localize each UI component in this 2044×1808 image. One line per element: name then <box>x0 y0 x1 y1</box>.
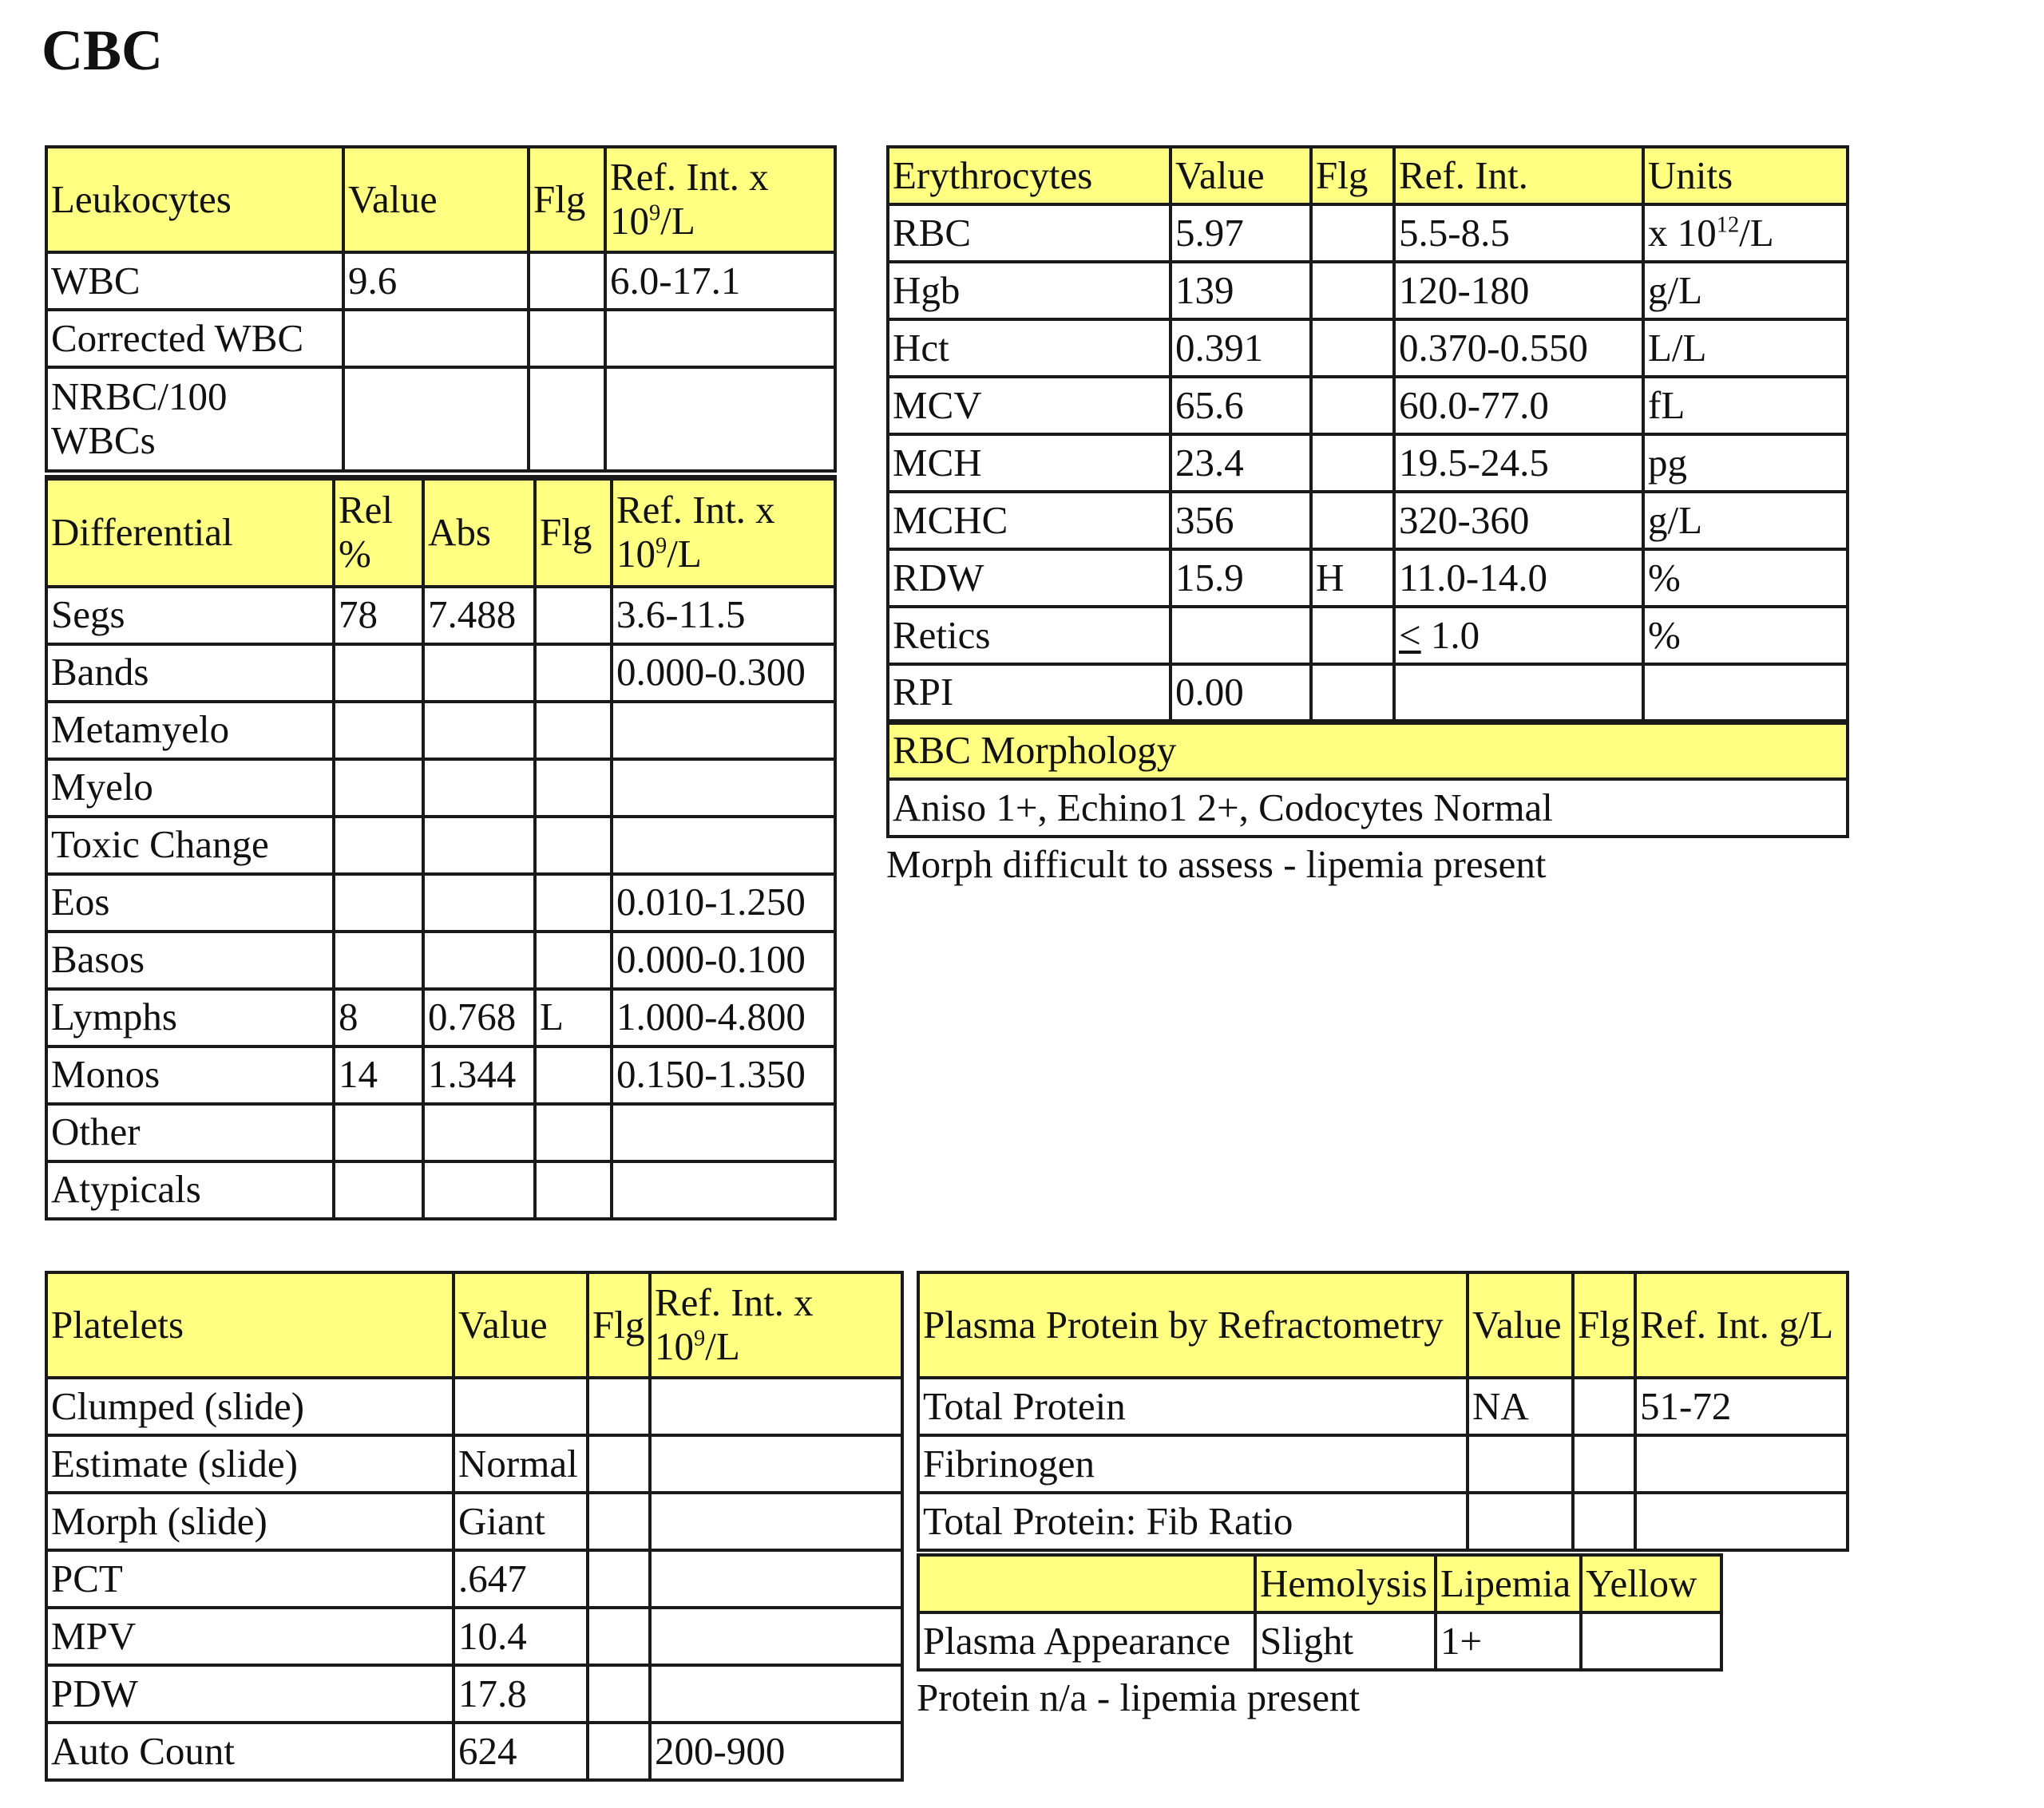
test-value: 15.9 <box>1171 549 1311 607</box>
test-rel-percent: 8 <box>334 989 423 1046</box>
test-ref-interval <box>612 817 835 874</box>
test-value: .647 <box>454 1550 588 1608</box>
table-row <box>46 1161 835 1219</box>
table-row <box>918 1378 1848 1435</box>
test-flag <box>588 1493 650 1550</box>
units-value: fL <box>1648 382 1686 427</box>
test-value: 65.6 <box>1171 377 1311 434</box>
test-ref-interval: 0.010-1.250 <box>612 874 835 932</box>
test-name: Hgb <box>888 262 1171 319</box>
test-rel-percent <box>334 1161 423 1219</box>
test-flag <box>529 310 605 367</box>
test-value <box>343 310 529 367</box>
test-flag <box>535 759 612 817</box>
test-ref-interval <box>1394 434 1643 492</box>
test-ref-interval: 51-72 <box>1635 1378 1848 1435</box>
test-name: Clumped (slide) <box>46 1378 454 1435</box>
units-exponent: 12 <box>1716 212 1740 237</box>
erythrocytes-header: Erythrocytes <box>888 147 1171 204</box>
test-units <box>1643 492 1848 549</box>
table-row <box>888 319 1848 377</box>
rbc-morphology-value: Aniso 1+, Echino1 2+, Codocytes Normal <box>888 779 1848 837</box>
ref-value: 1.0 <box>1420 612 1480 657</box>
test-name: PCT <box>46 1550 454 1608</box>
table-row <box>46 1608 902 1665</box>
test-ref-interval <box>650 1665 902 1723</box>
platelets-header: Platelets <box>46 1272 454 1378</box>
test-rel-percent <box>334 702 423 759</box>
test-flag <box>535 644 612 702</box>
table-row <box>46 644 835 702</box>
test-flag <box>1573 1378 1635 1435</box>
yellow-value <box>1581 1612 1721 1670</box>
flag-header: Flg <box>1311 147 1394 204</box>
test-ref-interval <box>650 1608 902 1665</box>
table-row <box>888 549 1848 607</box>
ref-value: 11.0-14.0 <box>1399 555 1547 599</box>
test-name: Myelo <box>46 759 334 817</box>
test-abs <box>423 932 535 989</box>
test-flag <box>588 1723 650 1780</box>
test-value: 17.8 <box>454 1665 588 1723</box>
test-rel-percent: 14 <box>334 1046 423 1104</box>
test-ref-interval <box>650 1435 902 1493</box>
erythrocytes-table <box>886 145 1849 838</box>
test-units <box>1643 262 1848 319</box>
test-value: 0.391 <box>1171 319 1311 377</box>
test-name: Lymphs <box>46 989 334 1046</box>
table-row <box>46 1665 902 1723</box>
test-ref-interval <box>612 1104 835 1161</box>
test-value: NA <box>1468 1378 1573 1435</box>
ref-value: 320-360 <box>1399 497 1530 542</box>
platelets-table <box>45 1271 904 1782</box>
test-ref-interval: 0.000-0.100 <box>612 932 835 989</box>
test-name: MCH <box>888 434 1171 492</box>
flag-header: Flg <box>535 478 612 587</box>
less-equal-symbol: < <box>1399 612 1421 657</box>
test-units <box>1643 664 1848 722</box>
flag-header: Flg <box>588 1272 650 1378</box>
test-value <box>1468 1435 1573 1493</box>
test-name: Eos <box>46 874 334 932</box>
test-abs <box>423 1161 535 1219</box>
leukocytes-table <box>45 145 837 473</box>
test-name: NRBC/100 WBCs <box>46 367 343 471</box>
units-value: % <box>1648 612 1681 657</box>
test-name: PDW <box>46 1665 454 1723</box>
table-row <box>888 434 1848 492</box>
test-value <box>1468 1493 1573 1550</box>
test-flag <box>1311 607 1394 664</box>
test-ref-interval: 1.000-4.800 <box>612 989 835 1046</box>
differential-header: Differential <box>46 478 334 587</box>
test-flag <box>1311 319 1394 377</box>
ref-interval-header: Ref. Int. <box>1394 147 1643 204</box>
test-name: Other <box>46 1104 334 1161</box>
test-value: 10.4 <box>454 1608 588 1665</box>
units-value: % <box>1648 555 1681 599</box>
lipemia-value: 1+ <box>1436 1612 1581 1670</box>
test-flag <box>588 1378 650 1435</box>
ref-interval-header: Ref. Int. x $10^9/L$ <box>605 147 835 252</box>
table-row <box>46 1723 902 1780</box>
test-flag: L <box>535 989 612 1046</box>
table-row <box>46 1435 902 1493</box>
abs-header: Abs <box>423 478 535 587</box>
test-flag <box>588 1608 650 1665</box>
rbc-morphology-header: RBC Morphology <box>888 722 1848 779</box>
test-flag <box>1573 1493 1635 1550</box>
differential-table <box>45 475 837 1220</box>
test-flag <box>535 1046 612 1104</box>
test-abs <box>423 874 535 932</box>
test-ref-interval <box>1394 492 1643 549</box>
flag-header: Flg <box>1573 1272 1635 1378</box>
test-name: Metamyelo <box>46 702 334 759</box>
test-ref-interval <box>605 310 835 367</box>
test-rel-percent <box>334 644 423 702</box>
test-value: 5.97 <box>1171 204 1311 262</box>
leukocytes-header-row <box>46 147 835 252</box>
test-name: WBC <box>46 252 343 310</box>
test-flag <box>535 874 612 932</box>
test-ref-interval <box>650 1378 902 1435</box>
test-rel-percent <box>334 759 423 817</box>
test-value <box>1171 607 1311 664</box>
test-rel-percent <box>334 1104 423 1161</box>
test-abs: 7.488 <box>423 587 535 644</box>
value-header: Value <box>1171 147 1311 204</box>
test-value: 23.4 <box>1171 434 1311 492</box>
test-value: 139 <box>1171 262 1311 319</box>
test-flag <box>535 817 612 874</box>
test-value: 624 <box>454 1723 588 1780</box>
test-flag <box>535 932 612 989</box>
table-row <box>46 874 835 932</box>
test-name: Total Protein <box>918 1378 1468 1435</box>
test-units <box>1643 607 1848 664</box>
ref-value: 120-180 <box>1399 267 1530 312</box>
test-ref-interval <box>650 1550 902 1608</box>
rbc-morphology-header-row <box>888 722 1848 779</box>
units-suffix: /L <box>1739 210 1774 255</box>
test-ref-interval <box>612 702 835 759</box>
test-flag <box>1311 204 1394 262</box>
test-ref-interval: 3.6-11.5 <box>612 587 835 644</box>
test-flag <box>529 367 605 471</box>
test-name: RBC <box>888 204 1171 262</box>
test-units <box>1643 204 1848 262</box>
test-flag <box>1311 262 1394 319</box>
test-name: Hct <box>888 319 1171 377</box>
test-name: Auto Count <box>46 1723 454 1780</box>
test-name: Segs <box>46 587 334 644</box>
table-row <box>46 1550 902 1608</box>
table-row <box>46 252 835 310</box>
test-ref-interval <box>1394 319 1643 377</box>
test-name: MCV <box>888 377 1171 434</box>
units-header: Units <box>1643 147 1848 204</box>
test-name: Estimate (slide) <box>46 1435 454 1493</box>
test-ref-interval: 0.000-0.300 <box>612 644 835 702</box>
test-ref-interval <box>1635 1435 1848 1493</box>
test-name: Total Protein: Fib Ratio <box>918 1493 1468 1550</box>
table-row <box>918 1493 1848 1550</box>
test-units <box>1643 549 1848 607</box>
lipemia-header: Lipemia <box>1436 1555 1581 1612</box>
test-value: Giant <box>454 1493 588 1550</box>
rel-percent-header: Rel % <box>334 478 423 587</box>
test-flag <box>535 587 612 644</box>
value-header: Value <box>1468 1272 1573 1378</box>
test-ref-interval <box>1394 664 1643 722</box>
platelets-header-row <box>46 1272 902 1378</box>
table-row <box>46 1493 902 1550</box>
value-header: Value <box>343 147 529 252</box>
yellow-header: Yellow <box>1581 1555 1721 1612</box>
test-rel-percent <box>334 817 423 874</box>
table-row <box>46 702 835 759</box>
test-flag <box>1573 1435 1635 1493</box>
test-abs: 0.768 <box>423 989 535 1046</box>
table-row <box>46 989 835 1046</box>
test-rel-percent <box>334 874 423 932</box>
ref-value: 5.5-8.5 <box>1399 210 1510 255</box>
plasma-appearance-blank-header <box>918 1555 1255 1612</box>
table-row <box>888 607 1848 664</box>
test-name: MCHC <box>888 492 1171 549</box>
table-row <box>888 664 1848 722</box>
plasma-appearance-label: Plasma Appearance <box>918 1612 1255 1670</box>
test-units <box>1643 434 1848 492</box>
units-value: g/L <box>1648 497 1703 542</box>
test-name: RDW <box>888 549 1171 607</box>
test-flag <box>588 1550 650 1608</box>
plasma-protein-header: Plasma Protein by Refractometry <box>918 1272 1468 1378</box>
plasma-protein-header-row <box>918 1272 1848 1378</box>
ref-interval-header: Ref. Int. g/L <box>1635 1272 1848 1378</box>
test-flag <box>588 1435 650 1493</box>
test-ref-interval <box>1394 262 1643 319</box>
table-row <box>888 204 1848 262</box>
test-name: Retics <box>888 607 1171 664</box>
test-ref-interval <box>1394 549 1643 607</box>
test-flag <box>588 1665 650 1723</box>
table-row <box>46 587 835 644</box>
test-flag: H <box>1311 549 1394 607</box>
plasma-appearance-table <box>917 1553 1723 1672</box>
test-flag <box>1311 377 1394 434</box>
value-header: Value <box>454 1272 588 1378</box>
table-row <box>46 759 835 817</box>
test-flag <box>1311 492 1394 549</box>
test-name: Toxic Change <box>46 817 334 874</box>
test-value: 356 <box>1171 492 1311 549</box>
test-ref-interval <box>1394 204 1643 262</box>
ref-interval-header: Ref. Int. x $10^9/L$ <box>650 1272 902 1378</box>
test-ref-interval <box>612 1161 835 1219</box>
test-value: 0.00 <box>1171 664 1311 722</box>
test-units <box>1643 377 1848 434</box>
test-value: 9.6 <box>343 252 529 310</box>
flag-header: Flg <box>529 147 605 252</box>
test-ref-interval <box>1635 1493 1848 1550</box>
plasma-protein-table <box>917 1271 1849 1552</box>
table-row <box>888 377 1848 434</box>
test-ref-interval: 200-900 <box>650 1723 902 1780</box>
ref-value: 19.5-24.5 <box>1399 440 1549 485</box>
table-row <box>46 1046 835 1104</box>
table-row <box>918 1435 1848 1493</box>
test-name: Bands <box>46 644 334 702</box>
test-value: Normal <box>454 1435 588 1493</box>
test-abs <box>423 759 535 817</box>
test-ref-interval <box>1394 607 1643 664</box>
test-name: Monos <box>46 1046 334 1104</box>
hemolysis-header: Hemolysis <box>1255 1555 1436 1612</box>
table-row <box>46 367 835 471</box>
protein-note: Protein n/a - lipemia present <box>917 1675 1361 1719</box>
test-name: MPV <box>46 1608 454 1665</box>
test-name: Atypicals <box>46 1161 334 1219</box>
test-abs <box>423 702 535 759</box>
units-value: pg <box>1648 440 1687 485</box>
ref-value: 60.0-77.0 <box>1399 382 1549 427</box>
test-rel-percent: 78 <box>334 587 423 644</box>
table-row <box>46 932 835 989</box>
units-value: L/L <box>1648 325 1707 370</box>
test-abs: 1.344 <box>423 1046 535 1104</box>
test-name: Corrected WBC <box>46 310 343 367</box>
differential-header-row <box>46 478 835 587</box>
test-ref-interval <box>612 759 835 817</box>
test-name: Basos <box>46 932 334 989</box>
erythrocytes-header-row <box>888 147 1848 204</box>
test-flag <box>535 702 612 759</box>
test-flag <box>1311 434 1394 492</box>
test-units <box>1643 319 1848 377</box>
table-row <box>46 1104 835 1161</box>
test-value <box>454 1378 588 1435</box>
test-flag <box>535 1161 612 1219</box>
test-abs <box>423 1104 535 1161</box>
test-rel-percent <box>334 932 423 989</box>
test-abs <box>423 644 535 702</box>
table-row <box>888 492 1848 549</box>
test-ref-interval <box>1394 377 1643 434</box>
morphology-note: Morph difficult to assess - lipemia present <box>886 842 1547 886</box>
table-row <box>46 817 835 874</box>
plasma-appearance-header-row <box>918 1555 1721 1612</box>
table-row <box>46 310 835 367</box>
test-flag <box>535 1104 612 1161</box>
ref-interval-header: Ref. Int. x $10^9/L$ <box>612 478 835 587</box>
plasma-appearance-row <box>918 1612 1721 1670</box>
test-ref-interval <box>650 1493 902 1550</box>
units-value: g/L <box>1648 267 1703 312</box>
table-row <box>888 262 1848 319</box>
test-ref-interval: 0.150-1.350 <box>612 1046 835 1104</box>
test-flag <box>1311 664 1394 722</box>
page-title: CBC <box>42 18 164 82</box>
test-ref-interval: 6.0-17.1 <box>605 252 835 310</box>
test-name: Fibrinogen <box>918 1435 1468 1493</box>
rbc-morphology-row <box>888 779 1848 837</box>
test-ref-interval <box>605 367 835 471</box>
units-value: x 10 <box>1648 210 1717 255</box>
test-abs <box>423 817 535 874</box>
hemolysis-value: Slight <box>1255 1612 1436 1670</box>
test-name: RPI <box>888 664 1171 722</box>
test-value <box>343 367 529 471</box>
test-flag <box>529 252 605 310</box>
table-row <box>46 1378 902 1435</box>
ref-value: 0.370-0.550 <box>1399 325 1588 370</box>
test-name: Morph (slide) <box>46 1493 454 1550</box>
leukocytes-header: Leukocytes <box>46 147 343 252</box>
